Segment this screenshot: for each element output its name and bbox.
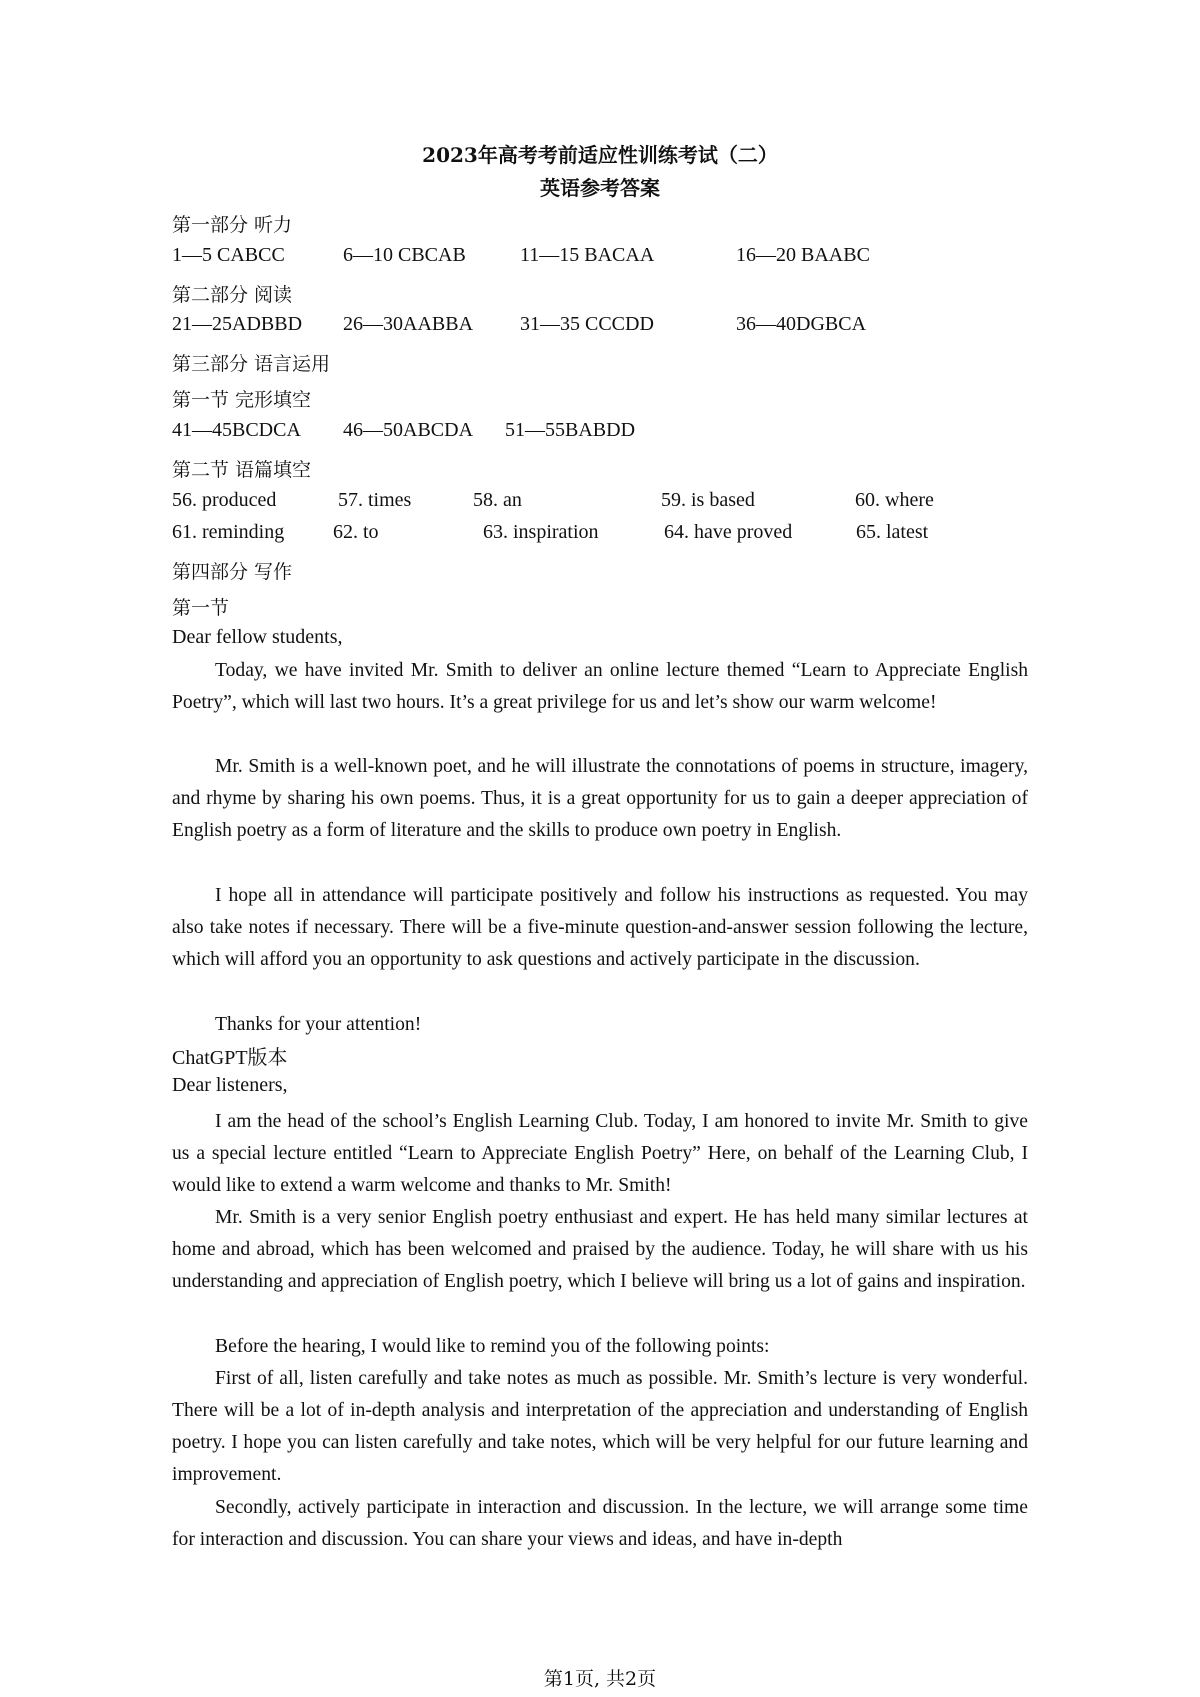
essay2-paragraph: First of all, listen carefully and take notes as much as possible. Mr. Smith’s lecture is very wonderful. There will be a lot of in-depth analysis and interpretation of the appreciation and understanding of English poetry. I hope you can listen carefully and take notes, which will be very helpful for our future learning and improvement. bbox=[172, 1368, 1028, 1485]
fill-in-answer: 58. an bbox=[473, 489, 522, 511]
part1-answer: 6—10 CBCAB bbox=[343, 244, 466, 266]
document-subtitle: 英语参考答案 bbox=[540, 176, 660, 200]
fill-in-answer: 61. reminding bbox=[172, 521, 285, 543]
essay2-paragraph: Secondly, actively participate in interaction and discussion. In the lecture, we will arrange some time for interaction and discussion. You can share your views and ideas, and have in-depth bbox=[172, 1497, 1028, 1550]
part3-section1-heading: 第一节 完形填空 bbox=[172, 389, 312, 411]
part3-section1-answer: 46—50ABCDA bbox=[343, 419, 474, 441]
part3-heading: 第三部分 语言运用 bbox=[172, 353, 331, 375]
part1-answer: 11—15 BACAA bbox=[520, 244, 655, 266]
essay2-paragraph: Mr. Smith is a very senior English poetry enthusiast and expert. He has held many similar lectures at home and abroad, which has been welcomed and praised by the audience. Today, he will share with us his understanding and appreciation of English poetry, which I believe will bring us a lot of gains and inspiration. bbox=[172, 1207, 1028, 1292]
essay1-paragraph: Today, we have invited Mr. Smith to deliver an online lecture themed “Learn to Appreciate English Poetry”, which will last two hours. It’s a great privilege for us and let’s show our warm welcome! bbox=[172, 660, 1028, 713]
fill-in-answer: 63. inspiration bbox=[483, 521, 599, 543]
part2-answer: 21—25ADBBD bbox=[172, 313, 303, 335]
part2-heading: 第二部分 阅读 bbox=[172, 284, 293, 306]
part4-section1-heading: 第一节 bbox=[172, 597, 230, 619]
essay1-paragraph: Thanks for your attention! bbox=[215, 1014, 422, 1035]
part2-answer: 26—30AABBA bbox=[343, 313, 474, 335]
essay1-paragraph: I hope all in attendance will participate positively and follow his instructions as requested. You may also take notes if necessary. There will be a five-minute question-and-answer session following the lecture, which will afford you an opportunity to ask questions and actively participate in the discussion. bbox=[172, 885, 1028, 970]
part3-section2-heading: 第二节 语篇填空 bbox=[172, 459, 312, 481]
essay2-greeting: Dear listeners, bbox=[172, 1074, 288, 1096]
fill-in-answer: 60. where bbox=[855, 489, 934, 511]
part1-answer: 1—5 CABCC bbox=[172, 244, 285, 266]
part1-answer: 16—20 BAABC bbox=[736, 244, 870, 266]
fill-in-answer: 56. produced bbox=[172, 489, 277, 511]
part2-answer: 31—35 CCCDD bbox=[520, 313, 654, 335]
part3-section1-answer: 41—45BCDCA bbox=[172, 419, 301, 441]
fill-in-answer: 62. to bbox=[333, 521, 379, 543]
page-number-footer: 第1页, 共2页 bbox=[543, 1668, 657, 1690]
part2-answer: 36—40DGBCA bbox=[736, 313, 867, 335]
essay2-paragraph: I am the head of the school’s English Learning Club. Today, I am honored to invite Mr. Smith to give us a special lecture entitled “Learn to Appreciate English Poetry” Here, on behalf of the Learning Club, I would like to extend a warm welcome and thanks to Mr. Smith! bbox=[172, 1111, 1028, 1196]
essay1-greeting: Dear fellow students, bbox=[172, 626, 343, 648]
essay1-paragraph: Mr. Smith is a well-known poet, and he will illustrate the connotations of poems in structure, imagery, and rhyme by sharing his own poems. Thus, it is a great opportunity for us to gain a deeper appreciation of English poetry as a form of literature and the skills to produce own poetry in English. bbox=[172, 756, 1028, 841]
part3-section1-answer: 51—55BABDD bbox=[505, 419, 636, 441]
fill-in-answer: 57. times bbox=[338, 489, 412, 511]
chatgpt-version-label: ChatGPT版本 bbox=[172, 1047, 288, 1069]
document-title: 2023年高考考前适应性训练考试（二） bbox=[422, 143, 778, 167]
fill-in-answer: 59. is based bbox=[661, 489, 755, 511]
part4-heading: 第四部分 写作 bbox=[172, 561, 293, 583]
fill-in-answer: 65. latest bbox=[856, 521, 929, 543]
essay2-paragraph: Before the hearing, I would like to remind you of the following points: bbox=[215, 1336, 770, 1357]
fill-in-answer: 64. have proved bbox=[664, 521, 793, 543]
part1-heading: 第一部分 听力 bbox=[172, 214, 293, 236]
